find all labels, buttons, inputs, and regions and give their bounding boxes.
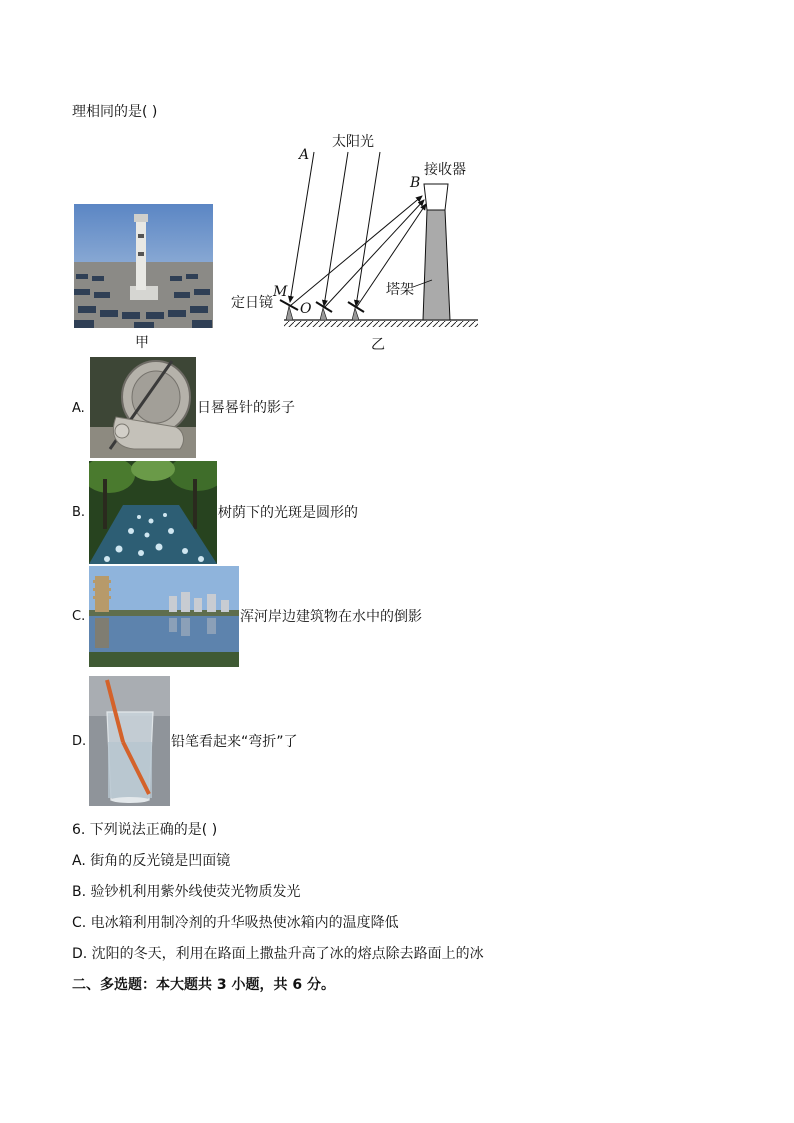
label-O: O	[300, 301, 312, 317]
label-B: B	[410, 175, 421, 191]
solar-tower-photo	[74, 204, 213, 328]
option-d-text: 铅笔看起来“弯折”了	[171, 734, 298, 750]
label-M: M	[273, 284, 288, 300]
figure-yi-caption: 乙	[371, 337, 385, 353]
question-6-choice-d: D. 沈阳的冬天，利用在路面上撒盐升高了冰的熔点除去路面上的冰	[72, 946, 484, 962]
label-receiver: 接收器	[424, 162, 466, 178]
label-tower: 塔架	[386, 282, 414, 298]
question-stem-continuation: 理相同的是( )	[72, 104, 158, 120]
option-c-letter: C.	[72, 609, 86, 624]
riverside-reflection-photo	[89, 566, 239, 667]
section-heading: 二、多选题：本大题共 3 小题，共 6 分。	[72, 977, 335, 993]
option-c-text: 浑河岸边建筑物在水中的倒影	[240, 609, 422, 625]
option-d-letter: D.	[72, 734, 87, 749]
label-sunlight: 太阳光	[332, 134, 374, 150]
question-6-choice-a: A. 街角的反光镜是凹面镜	[72, 853, 231, 869]
tree-shade-photo	[89, 461, 217, 564]
sundial-photo	[90, 357, 196, 458]
label-A: A	[299, 147, 310, 163]
option-a-text: 日晷晷针的影子	[197, 400, 295, 416]
question-6-choice-c: C. 电冰箱利用制冷剂的升华吸热使冰箱内的温度降低	[72, 915, 399, 931]
option-b-letter: B.	[72, 505, 86, 520]
option-b-text: 树荫下的光斑是圆形的	[218, 505, 358, 521]
question-6-choice-b: B. 验钞机利用紫外线使荧光物质发光	[72, 884, 301, 900]
pencil-in-water-photo	[89, 676, 170, 806]
figure-jia-caption: 甲	[135, 335, 149, 351]
option-a-letter: A.	[72, 401, 85, 416]
label-heliostat: 定日镜	[231, 295, 273, 311]
question-6-stem: 6. 下列说法正确的是( )	[72, 822, 218, 838]
